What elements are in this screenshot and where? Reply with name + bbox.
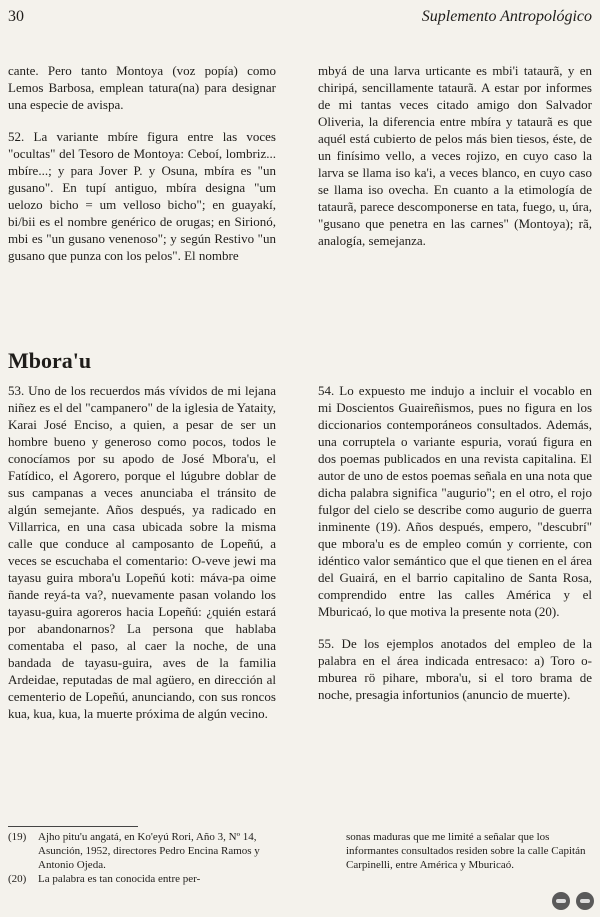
- paragraph-53: 53. Uno de los recuerdos más vívidos de mi lejana niñez es el del "campanero" de la iglesia de Yataity, Karai José Enciso, a quien, a pesar de ser un hombre bueno y generoso como pocos, todos le conocíamos por su apodo de José Mbora'u, el Fatídico, el Agorero, porque el lúgubre doblar de sus campanas a veces anunciaba el tránsito de algún semejante. Años después, ya radicado en Villarrica, en una casa ubicada sobre la misma calle que conduce al camposanto de Lopeñú, a veces se escuchaba el comentario: O-veve jewi ma tayasu guira mbora'u Lopeñú koti: máva-pa oime ñande reyá-ta va?, nuevamente pasan volando los tayasu-guira agoreros hacia Lopeñú: ¿quién estará por abandonarnos? La persona que hablaba comentaba el paso, al caer la noche, de una bandada de tayasu-guira, aves de la familia Ardeidae, reputadas de mal agüero, en dirección al cementerio de Lopeñú, anunciando, con sus roncos kua, kua, kua, la muerte próxima de algún vecino.: [8, 383, 276, 721]
- footnote-20: [8, 872, 276, 886]
- paragraph-54: 54. Lo expuesto me indujo a incluir el vocablo en mi Doscientos Guaireñismos, pues no figura en los diccionarios contemporáneos consultados. Además, una corruptela o variante espuria, voraú figura en dos poemas publicados en una revista capitalina. El autor de uno de estos poemas señala en una nota que dicha palabra significa "augurio"; en el otro, el rojo fulgor del cielo se describe como augurio de guerra inminente (19). Años después, empero, "descubrí" que mbora'u es de empleo común y corriente, con idéntico valor semántico que el que tienen en el área del Guairá, en el barrio capitalino de Santa Rosa, comprendido entre las calles América y el Mburicaó, lo que motiva la presente nota (20).: [318, 383, 592, 619]
- bottom-right-column: [318, 382, 592, 718]
- nav-circle-icon[interactable]: [552, 892, 570, 910]
- nav-circle-icon[interactable]: [576, 892, 594, 910]
- bottom-left-column: [8, 382, 276, 737]
- paragraph: cante. Pero tanto Montoya (voz popía) como Lemos Barbosa, emplean tatura(na) para designar una especie de avispa.: [8, 63, 276, 112]
- page-header: [8, 8, 592, 32]
- top-left-column: [8, 62, 276, 279]
- footnote-number: (19): [8, 831, 27, 843]
- page-number: 30: [8, 8, 24, 25]
- footnote-continuation: sonas maduras que me limité a señalar que los informantes consultados residen sobre la calle Capitán Carpinelli, entre América y Mburicaó.: [346, 831, 586, 871]
- footnote-text: Ajho pitu'u angatá, en Ko'eyú Rori, Año 3, Nº 14, Asunción, 1952, directores Pedro Encina Ramos y Antonio Ojeda.: [38, 831, 260, 871]
- paragraph-55: 55. De los ejemplos anotados del empleo de la palabra en el área indicada entresaco: a) Toro o-mburea rö pihare, mbora'u, si el toro brama de noche, presagia infortunios (anuncio de muerte).: [318, 636, 592, 702]
- footnote-number: (20): [8, 873, 27, 885]
- footnote-divider: [8, 826, 138, 827]
- running-title: Suplemento Antropológico: [421, 8, 592, 25]
- section-heading: Mbora'u: [8, 348, 92, 373]
- top-right-column: [318, 62, 592, 264]
- paragraph: mbyá de una larva urticante es mbi'i tataurã, y en chiripá, sencillamente tataurã. A estar por informes de mi tantas veces citado amigo don Salvador Oliveria, la diferencia entre mbíra y tataurã es que aquél está cubierto de pelos más bien tiesos, éste, de un finísimo vello, a veces rojizo, en cuyo caso la larva se llama iso ka'i, a veces blanco, en cuyo caso se llama iso ovecha. En cuanto a la etimología de tataurã, parece descomponerse en tata, fuego, u, úra, "gusano que penetra en las carnes" (Montoya); rã, analogía, semejanza.: [318, 63, 592, 248]
- footnote-19: [8, 830, 276, 872]
- footnote-text: La palabra es tan conocida entre per-: [38, 873, 201, 885]
- footnotes: [8, 830, 276, 886]
- paragraph-52: 52. La variante mbíre figura entre las voces "ocultas" del Tesoro de Montoya: Ceboí, lombriz... mbíre...; y para Jover P. y Osuna, mbíra es "un gusano". En tupí antiguo, mbíra designa "um uelozo bicho = um velloso bicho"; en guayakí, bi/bii es el nombre genérico de orugas; en Sirionó, mbi es "un gusano venenoso"; y según Restivo "un gusano que punza con los pelos". El nombre: [8, 129, 276, 263]
